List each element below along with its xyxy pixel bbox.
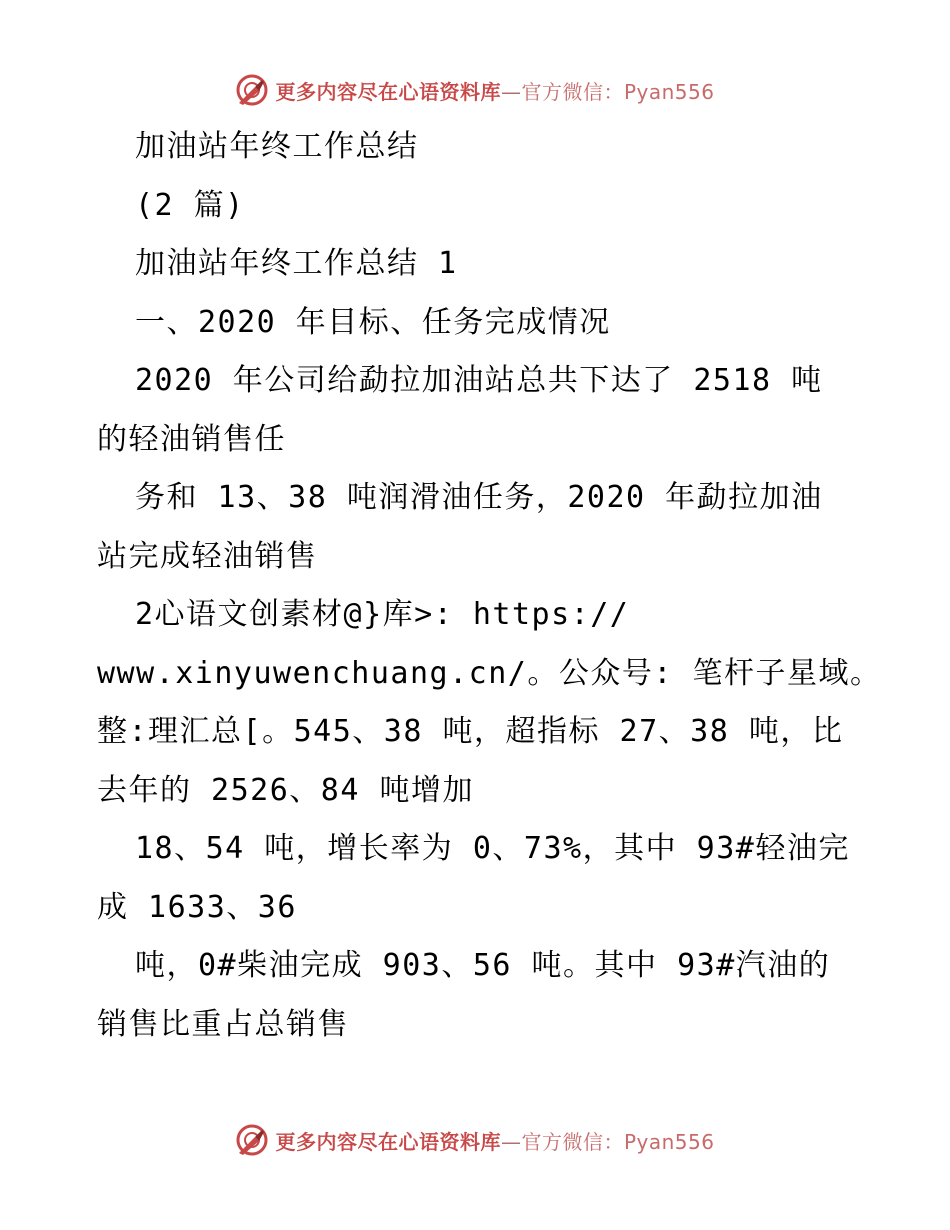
paragraph-line: 18、54 吨，增长率为 0、73%，其中 93#轻油完	[135, 831, 850, 866]
paragraph-line: www.xinyuwenchuang.cn/。公众号: 笔杆子星域。	[97, 655, 882, 691]
paragraph-line: 2心语文创素材@}库>: https://	[135, 597, 630, 632]
footer-banner-separator: —	[500, 1129, 522, 1154]
paragraph-line: 2020 年公司给勐拉加油站总共下达了 2518 吨	[135, 363, 823, 398]
footer-banner-tail: 官方微信：Pyan556	[521, 1129, 715, 1154]
paragraph-line: 整:理汇总[。545、38 吨，超指标 27、38 吨，比	[97, 714, 844, 749]
paragraph-line: 吨，0#柴油完成 903、56 吨。其中 93#汽油的	[135, 948, 831, 983]
header-banner-text	[275, 76, 714, 105]
header-banner-brand: 更多内容尽在心语资料库	[275, 79, 501, 104]
footer-banner-text	[275, 1126, 714, 1155]
subsection-heading: 一、2020 年目标、任务完成情况	[135, 304, 611, 340]
document-subtitle: (2 篇)	[135, 187, 245, 223]
paragraph-line: 的轻油销售任	[97, 421, 286, 457]
header-banner-separator: —	[500, 79, 522, 104]
paragraph-line: 站完成轻油销售	[97, 538, 318, 574]
header-watermark-banner	[0, 68, 950, 112]
footer-banner-brand: 更多内容尽在心语资料库	[275, 1129, 501, 1154]
paragraph-line: 成 1633、36	[97, 889, 297, 925]
paragraph-line: 销售比重占总销售	[97, 1006, 349, 1042]
footer-watermark-banner	[0, 1118, 950, 1162]
paragraph-line: 务和 13、38 吨润滑油任务，2020 年勐拉加油	[135, 480, 823, 515]
paragraph-line: 去年的 2526、84 吨增加	[97, 772, 474, 808]
pen-logo-icon	[235, 1123, 269, 1157]
pen-logo-icon	[235, 73, 269, 107]
document-title: 加油站年终工作总结	[135, 129, 419, 164]
header-banner-tail: 官方微信：Pyan556	[521, 79, 715, 104]
section-heading: 加油站年终工作总结 1	[135, 246, 458, 281]
document-body	[97, 118, 882, 1054]
